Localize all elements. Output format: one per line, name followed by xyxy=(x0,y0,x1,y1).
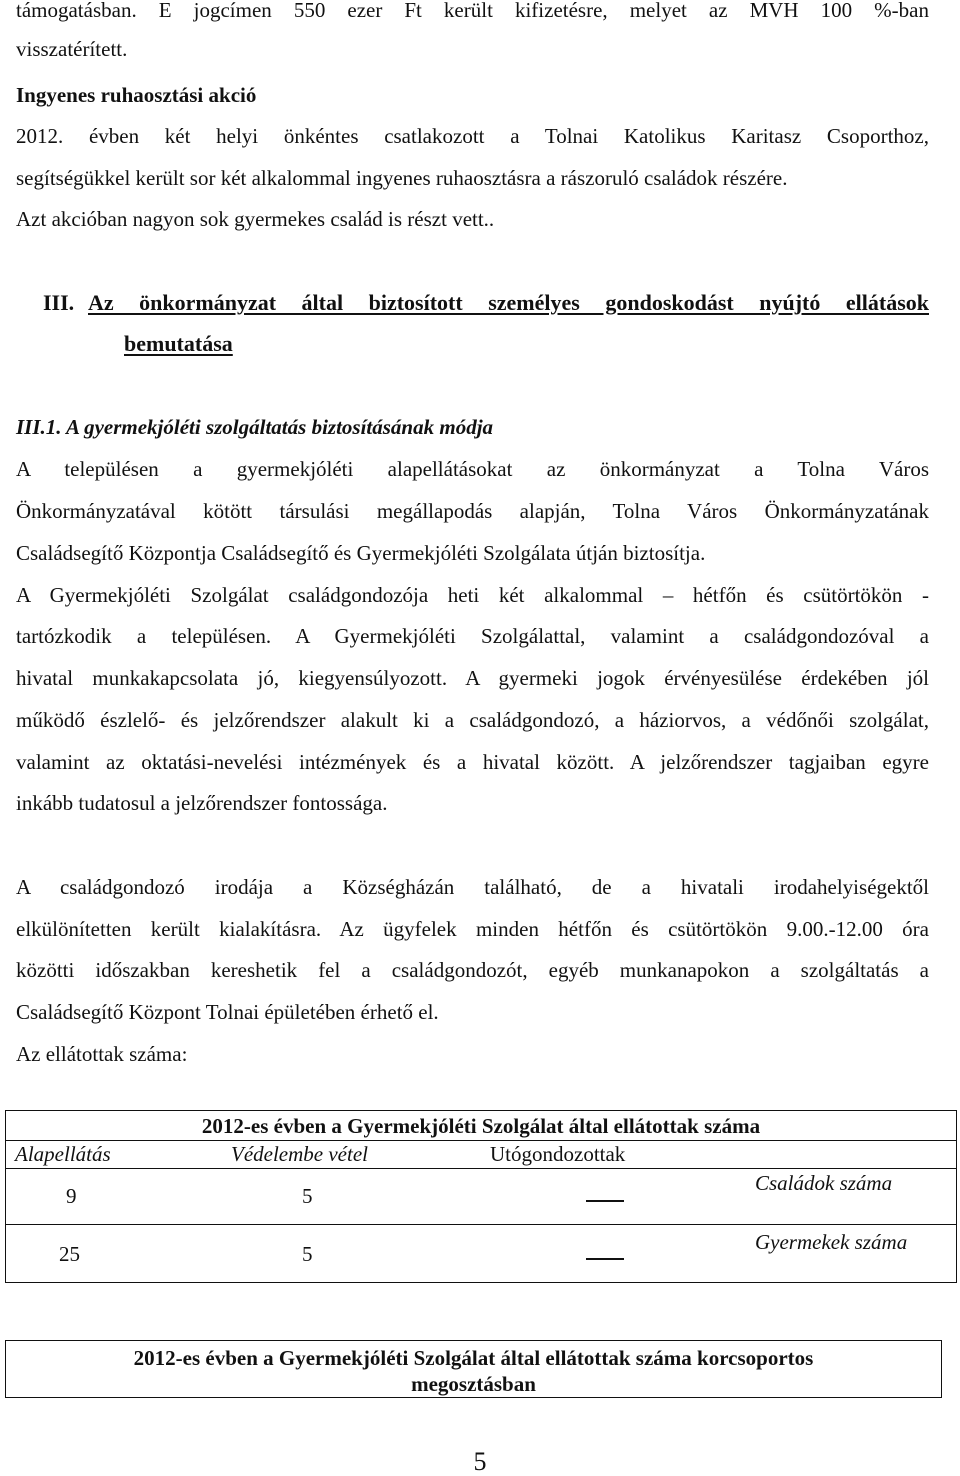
paragraph-line: Az ellátottak száma: xyxy=(16,1042,188,1066)
table-header-vedelembe-vetel: Védelembe vétel xyxy=(231,1142,368,1166)
cell-utogondozott-dash xyxy=(586,1200,624,1202)
intro-line-2: visszatérített. xyxy=(16,37,128,61)
paragraph-line: működő észlelő- és jelzőrendszer alakult ki a családgondozó, a háziorvos, a védőnői szolgálat, xyxy=(16,708,929,732)
paragraph-line: inkább tudatosul a jelzőrendszer fontossága. xyxy=(16,791,388,815)
cell-vedelembe-vetel: 5 xyxy=(302,1184,313,1208)
table-divider xyxy=(6,1140,956,1141)
paragraph-line: A településen a gyermekjóléti alapellátásokat az önkormányzat a Tolna Város xyxy=(16,457,929,481)
intro-line-1: támogatásban. E jogcímen 550 ezer Ft került kifizetésre, melyet az MVH 100 %-ban xyxy=(16,0,929,22)
paragraph-line: A Gyermekjóléti Szolgálat családgondozója heti két alkalommal – hétfőn és csütörtökön - xyxy=(16,583,929,607)
cell-vedelembe-vetel: 5 xyxy=(302,1242,313,1266)
section-heading-ruhaosztas: Ingyenes ruhaosztási akció xyxy=(16,83,257,107)
intro-line-4: segítségükkel került sor két alkalommal ingyenes ruhaosztásra a rászoruló családok részére. xyxy=(16,166,788,190)
intro-line-5: Azt akcióban nagyon sok gyermekes család is részt vett.. xyxy=(16,207,495,231)
paragraph-line: hivatal munkakapcsolata jó, kiegyensúlyozott. A gyermeki jogok érvényesülése érdekében jól xyxy=(16,666,929,690)
paragraph-line: A családgondozó irodája a Községházán található, de a hivatali irodahelyiségektől xyxy=(16,875,929,899)
table-divider xyxy=(6,1168,956,1169)
page-number: 5 xyxy=(473,1447,487,1476)
row-label-gyermekek: Gyermekek száma xyxy=(755,1230,908,1254)
paragraph-line: tartózkodik a településen. A Gyermekjóléti Szolgálattal, valamint a családgondozóval a xyxy=(16,624,929,648)
subsection-title: III.1. A gyermekjóléti szolgáltatás biztosításának módja xyxy=(16,415,494,439)
paragraph-line: valamint az oktatási-nevelési intézmények és a hivatal között. A jelzőrendszer tagjaiban egyre xyxy=(16,750,929,774)
paragraph-line: Önkormányzatával kötött társulási megállapodás alapján, Tolna Város Önkormányzatának xyxy=(16,499,929,523)
table-title-line-2: megosztásban xyxy=(411,1372,536,1396)
paragraph-line: elkülönítetten került kialakításra. Az ügyfelek minden hétfőn és csütörtökön 9.00.-12.00 óra xyxy=(16,917,929,941)
korcsoportos-table xyxy=(5,1340,942,1398)
table-title xyxy=(6,1345,941,1397)
paragraph-line: közötti időszakban kereshetik fel a családgondozót, egyéb munkanapokon a szolgáltatás a xyxy=(16,958,929,982)
section-title-line-2: bemutatása xyxy=(124,331,233,356)
table-header-utogondozottak: Utógondozottak xyxy=(490,1142,626,1166)
ellatottak-table xyxy=(5,1110,957,1283)
table-title: 2012-es évben a Gyermekjóléti Szolgálat által ellátottak száma xyxy=(201,1114,761,1138)
intro-line-3: 2012. évben két helyi önkéntes csatlakozott a Tolnai Katolikus Karitasz Csoporthoz, xyxy=(16,124,929,148)
table-title-line-1: 2012-es évben a Gyermekjóléti Szolgálat által ellátottak száma korcsoportos xyxy=(133,1346,814,1370)
table-divider xyxy=(6,1224,956,1225)
paragraph-line: Családsegítő Központ Tolnai épületében érhető el. xyxy=(16,1000,439,1024)
table-header-alapellatas: Alapellátás xyxy=(15,1142,111,1166)
row-label-csaladok: Családok száma xyxy=(755,1171,893,1195)
cell-alapellatas: 25 xyxy=(59,1242,80,1266)
cell-utogondozott-dash xyxy=(586,1258,624,1260)
section-number: III. xyxy=(43,290,75,315)
section-title-line-1: Az önkormányzat által biztosított személyes gondoskodást nyújtó ellátások xyxy=(88,290,929,315)
cell-alapellatas: 9 xyxy=(66,1184,77,1208)
paragraph-line: Családsegítő Központja Családsegítő és Gyermekjóléti Szolgálata útján biztosítja. xyxy=(16,541,706,565)
